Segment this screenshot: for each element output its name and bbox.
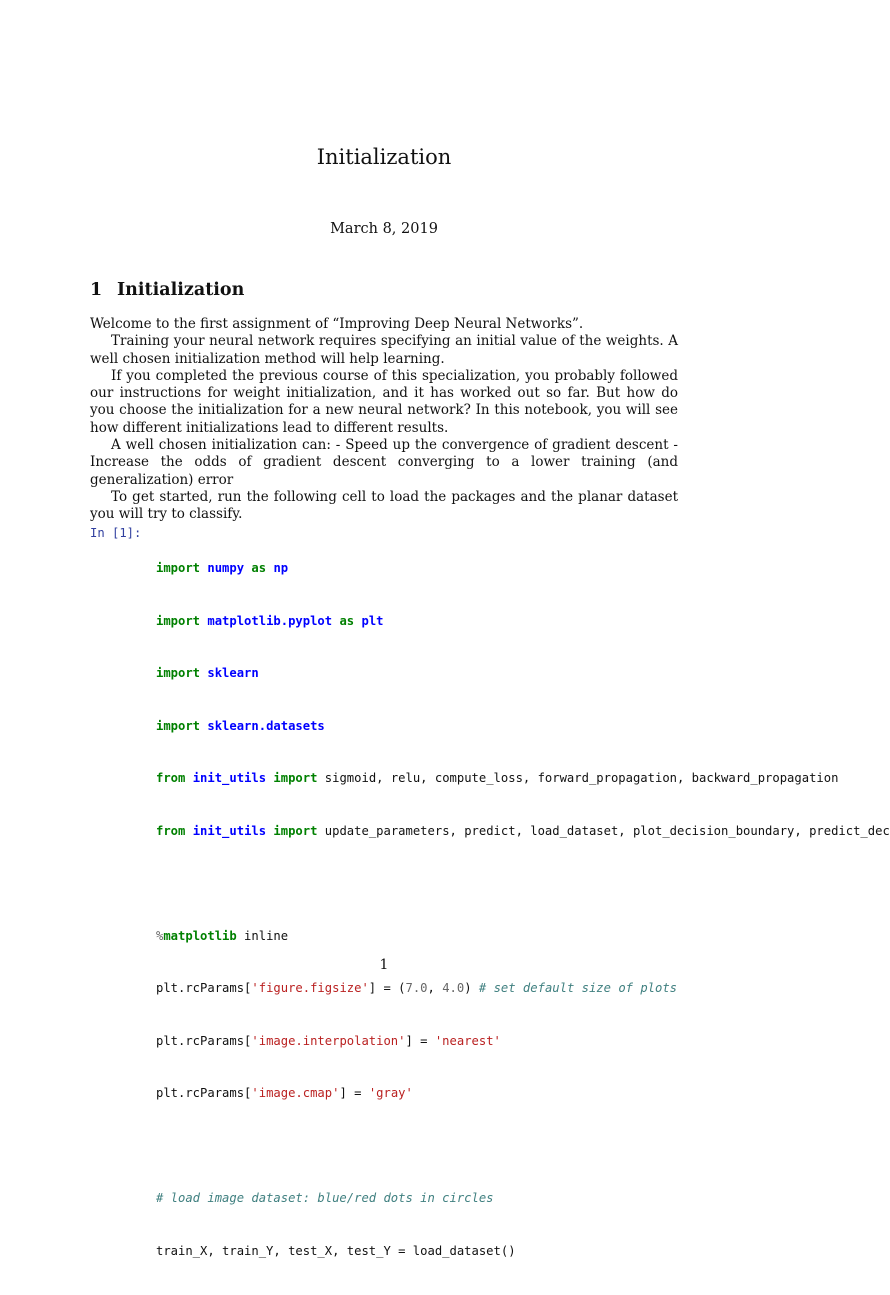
paragraph: Training your neural network requires specifying an initial value of the weights. A well chosen initialization method will help learning. <box>90 333 678 367</box>
page-number: 1 <box>379 957 389 973</box>
magic-command: matplotlib <box>163 928 237 943</box>
code-text: ] = <box>368 981 399 995</box>
code-line <box>156 613 890 631</box>
import-list: sigmoid, relu, compute_loss, forward_propagation, backward_propagation <box>317 771 839 785</box>
module-name: matplotlib.pyplot <box>207 613 333 628</box>
code-cell <box>90 525 890 1258</box>
keyword: as <box>339 613 355 628</box>
keyword: import <box>156 613 201 628</box>
code-line <box>156 1243 890 1261</box>
code-line <box>156 823 890 841</box>
magic-prefix: % <box>156 928 164 943</box>
module-alias: np <box>273 561 289 575</box>
body-text <box>90 316 678 524</box>
section-title: Initialization <box>117 280 245 300</box>
keyword: import <box>156 718 201 733</box>
string-literal: 'figure.figsize' <box>251 981 369 995</box>
keyword: import <box>156 561 201 575</box>
paragraph: If you completed the previous course of this specialization, you probably followed our instructions for weight initialization, and it has worked out so far. But how do you choose the initialization for a new neural network? In this notebook, you will see how different initializations lead to different results. <box>90 367 678 436</box>
code-comment: # load image dataset: blue/red dots in circles <box>156 1191 494 1205</box>
module-alias: plt <box>361 613 384 628</box>
module-name: init_utils <box>192 771 267 785</box>
document-title: Initialization <box>316 145 452 169</box>
paragraph: To get started, run the following cell to load the packages and the planar dataset you will try to classify. <box>90 488 678 523</box>
code-text: ) <box>464 981 479 995</box>
keyword: as <box>251 561 267 575</box>
number-literal: 4.0 <box>442 981 465 995</box>
string-literal: 'nearest' <box>434 1033 501 1048</box>
keyword: import <box>273 823 318 838</box>
keyword: import <box>273 771 318 785</box>
code-text: ] = <box>339 1086 369 1100</box>
code-line <box>156 980 890 998</box>
code-block <box>156 525 890 1295</box>
code-comment: # set default size of plots <box>478 981 678 995</box>
code-line <box>156 1033 890 1051</box>
code-text: plt.rcParams[ <box>156 1033 252 1048</box>
code-text: plt.rcParams[ <box>156 1086 252 1100</box>
code-text: train_X, train_Y, test_X, test_Y = load_dataset() <box>156 1243 516 1258</box>
section-number: 1 <box>90 280 103 300</box>
number-literal: 7.0 <box>405 981 428 995</box>
keyword: from <box>156 823 186 838</box>
section-heading <box>90 278 244 302</box>
code-line <box>156 1190 890 1208</box>
string-literal: 'image.interpolation' <box>251 1033 406 1048</box>
keyword: from <box>156 771 186 785</box>
code-text: ] = <box>405 1033 435 1048</box>
code-line <box>156 1085 890 1103</box>
code-line <box>156 928 890 946</box>
paragraph: A well chosen initialization can: - Speed up the convergence of gradient descent - Increase the odds of gradient descent converging to a lower training (and generalization) error <box>90 437 678 488</box>
code-text: ( <box>398 981 406 995</box>
module-name: sklearn <box>207 666 259 680</box>
document-date: March 8, 2019 <box>330 221 438 237</box>
code-line <box>156 718 890 736</box>
cell-prompt: In [1]: <box>90 526 142 540</box>
module-name: sklearn.datasets <box>207 718 325 733</box>
code-text: , <box>427 981 443 995</box>
code-line-blank <box>156 1138 890 1156</box>
code-text: plt.rcParams[ <box>156 981 252 995</box>
code-line <box>156 665 890 683</box>
string-literal: 'image.cmap' <box>251 1086 340 1100</box>
code-line <box>156 770 890 788</box>
module-name: init_utils <box>192 823 267 838</box>
code-line <box>156 560 890 578</box>
magic-arg: inline <box>236 928 289 943</box>
paragraph: Welcome to the first assignment of “Improving Deep Neural Networks”. <box>90 316 584 332</box>
module-name: numpy <box>207 561 245 575</box>
string-literal: 'gray' <box>368 1086 413 1100</box>
code-line-blank <box>156 875 890 893</box>
import-list: update_parameters, predict, load_dataset, plot_decision_boundary, predict_dec <box>317 823 890 838</box>
keyword: import <box>156 666 201 680</box>
